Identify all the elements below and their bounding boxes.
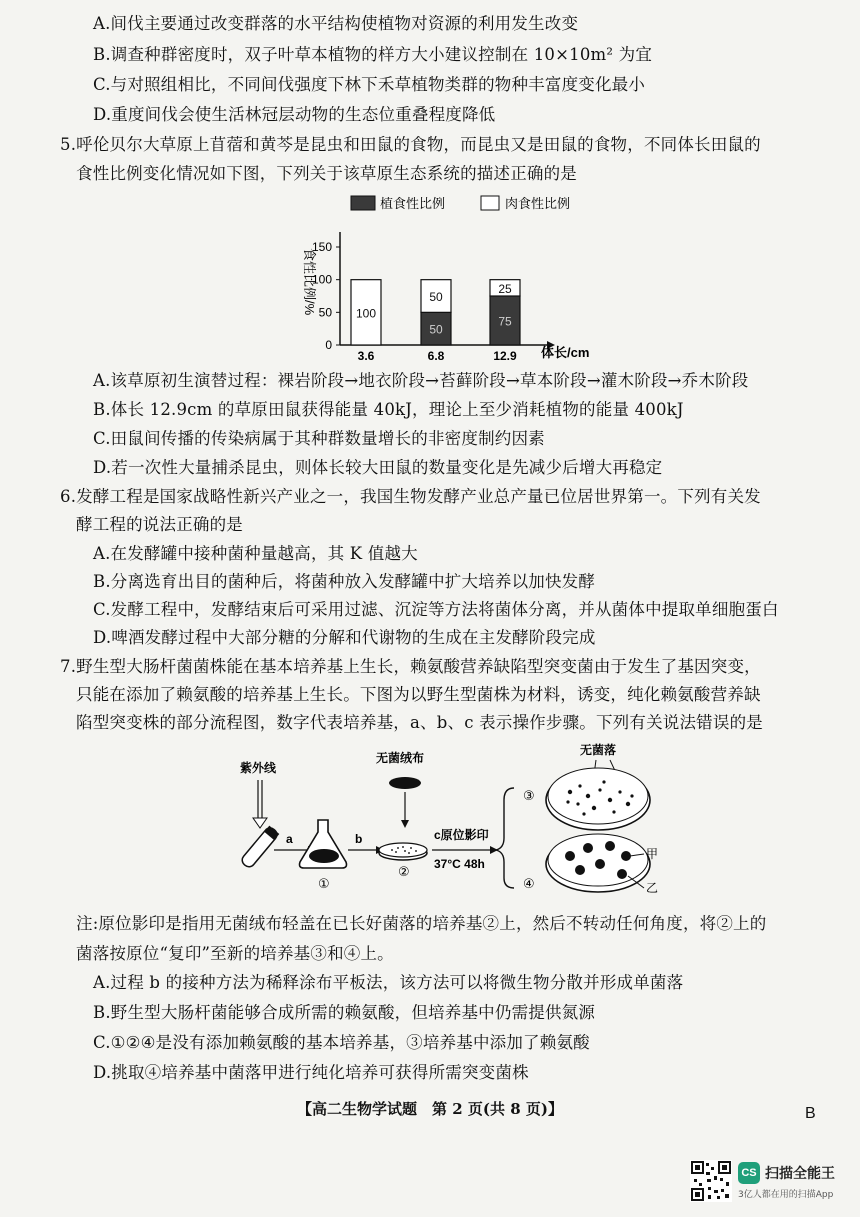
q7-option-c: C.①②④是没有添加赖氨酸的基本培养基，③培养基中添加了赖氨酸 (93, 1033, 590, 1052)
medium-1-label: ① (318, 876, 330, 891)
q7-option-d: D.挑取④培养基中菌落甲进行纯化培养可获得所需突变菌株 (93, 1063, 529, 1082)
qr-code-icon (690, 1160, 732, 1202)
q4-option-d: D.重度间伐会使生活林冠层动物的生态位重叠程度降低 (93, 105, 496, 124)
q7-note-line2: 菌落按原位“复印”至新的培养基③和④上。 (76, 944, 394, 963)
q4-option-c: C.与对照组相比，不同间伐强度下林下禾草植物类群的物种丰富度变化最小 (93, 75, 646, 94)
medium-4-label: ④ (523, 876, 535, 891)
colony-jia-label: 甲 (646, 847, 658, 861)
y-tick-label: 0 (325, 338, 332, 352)
flask-icon (300, 820, 347, 868)
velvet-pad-icon (389, 777, 421, 789)
q7-stem-line1: 7.野生型大肠杆菌菌株能在基本培养基上生长，赖氨酸营养缺陷型突变菌由于发生了基因突变， (60, 657, 761, 676)
q5-stem-line1: 5.呼伦贝尔大草原上苜蓿和黄芩是昆虫和田鼠的食物，而昆虫又是田鼠的食物，不同体长田鼠的 (60, 135, 761, 154)
test-tube-icon (240, 826, 280, 870)
q7-option-b: B.野生型大肠杆菌能够合成所需的赖氨酸，但培养基中仍需提供氮源 (93, 1003, 596, 1022)
q6-option-a: A.在发酵罐中接种菌种量越高，其 K 值越大 (93, 544, 418, 563)
legend-label-herbivory: 植食性比例 (380, 196, 446, 211)
q6-option-d: D.啤酒发酵过程中大部分糖的分解和代谢物的生成在主发酵阶段完成 (93, 628, 596, 647)
incubation-label: 37°C 48h (434, 857, 485, 871)
q5-option-b: B.体长 12.9cm 的草原田鼠获得能量 40kJ，理论上至少消耗植物的能量 400kJ (93, 400, 684, 419)
q7-stem-line2: 只能在添加了赖氨酸的培养基上生长。下图为以野生型菌株为材料，诱变，纯化赖氨酸营养缺 (76, 685, 761, 704)
step-b-label: b (355, 832, 363, 846)
step-a-label: a (286, 832, 293, 846)
bar-data-label: 75 (498, 314, 512, 329)
y-axis-label: 食性比例/% (302, 248, 317, 316)
brace (496, 788, 514, 888)
q7-note-line1: 注:原位影印是指用无菌绒布轻盖在已长好菌落的培养基②上，然后不转动任何角度，将②上的 (76, 914, 767, 933)
corner-mark: B (805, 1105, 816, 1122)
no-colony-label: 无菌落 (580, 743, 617, 757)
petri-dish-4 (546, 834, 650, 892)
q6-option-c: C.发酵工程中，发酵结束后可采用过滤、沉淀等方法将菌体分离，并从菌体中提取单细胞蛋白 (93, 600, 779, 619)
watermark-title: 扫描全能王 (765, 1166, 835, 1182)
petri-dish-3 (546, 768, 650, 830)
scanner-watermark (690, 1160, 850, 1204)
bar-data-label: 50 (429, 322, 443, 337)
diet-ratio-chart (285, 188, 615, 360)
camscanner-logo-icon: CS (738, 1162, 760, 1184)
q7-stem-line3: 陷型突变株的部分流程图，数字代表培养基，a、b、c 表示操作步骤。下列有关说法错误的是 (76, 713, 763, 732)
x-axis-label: 体长/cm (541, 345, 590, 360)
q5-option-c: C.田鼠间传播的传染病属于其种群数量增长的非密度制约因素 (93, 429, 545, 448)
legend-swatch-herbivory (351, 196, 375, 210)
step-c-label: c原位影印 (434, 828, 489, 842)
q6-stem-line2: 酵工程的说法正确的是 (76, 515, 243, 534)
x-tick-label: 3.6 (357, 349, 375, 360)
y-tick-label: 150 (311, 240, 332, 254)
y-tick-label: 100 (311, 272, 332, 287)
q6-option-b: B.分离选育出目的菌种后，将菌种放入发酵罐中扩大培养以加快发酵 (93, 572, 596, 591)
uv-label: 紫外线 (240, 761, 277, 775)
q5-stem-line2: 食性比例变化情况如下图，下列关于该草原生态系统的描述正确的是 (76, 164, 577, 183)
petri-dish-2 (379, 843, 427, 860)
x-tick-label: 12.9 (493, 349, 517, 360)
q4-option-a: A.间伐主要通过改变群落的水平结构使植物对资源的利用发生改变 (93, 14, 579, 33)
legend-swatch-carnivory (481, 196, 499, 210)
velvet-label: 无菌绒布 (376, 751, 425, 765)
chart-legend (351, 196, 570, 211)
q5-option-d: D.若一次性大量捕杀昆虫，则体长较大田鼠的数量变化是先减少后增大再稳定 (93, 458, 663, 477)
q4-option-b: B.调查种群密度时，双子叶草本植物的样方大小建议控制在 10×10m² 为宜 (93, 45, 653, 64)
legend-label-carnivory: 肉食性比例 (505, 196, 571, 211)
uv-arrow (253, 780, 267, 828)
watermark-subtitle: 3亿人都在用的扫描App (738, 1190, 834, 1200)
q6-stem-line1: 6.发酵工程是国家战略性新兴产业之一，我国生物发酵产业总产量已位居世界第一。下列有关发 (60, 487, 761, 506)
bar-data-label: 50 (429, 290, 443, 304)
medium-3-label: ③ (523, 788, 535, 803)
y-tick-label: 50 (318, 305, 332, 320)
q7-option-a: A.过程 b 的接种方法为稀释涂布平板法，该方法可以将微生物分散并形成单菌落 (93, 973, 684, 992)
x-tick-label: 6.8 (427, 349, 445, 360)
medium-2-label: ② (398, 864, 410, 879)
bar-data-label: 100 (355, 306, 377, 321)
page-footer: 【高二生物学试题 第 2 页(共 8 页)】 (297, 1100, 563, 1118)
colony-yi-label: 乙 (646, 881, 658, 895)
bar-data-label: 25 (498, 281, 512, 296)
q5-option-a: A.该草原初生演替过程：裸岩阶段→地衣阶段→苔藓阶段→草本阶段→灌木阶段→乔木阶段 (93, 371, 749, 390)
replica-plating-diagram (228, 740, 658, 895)
